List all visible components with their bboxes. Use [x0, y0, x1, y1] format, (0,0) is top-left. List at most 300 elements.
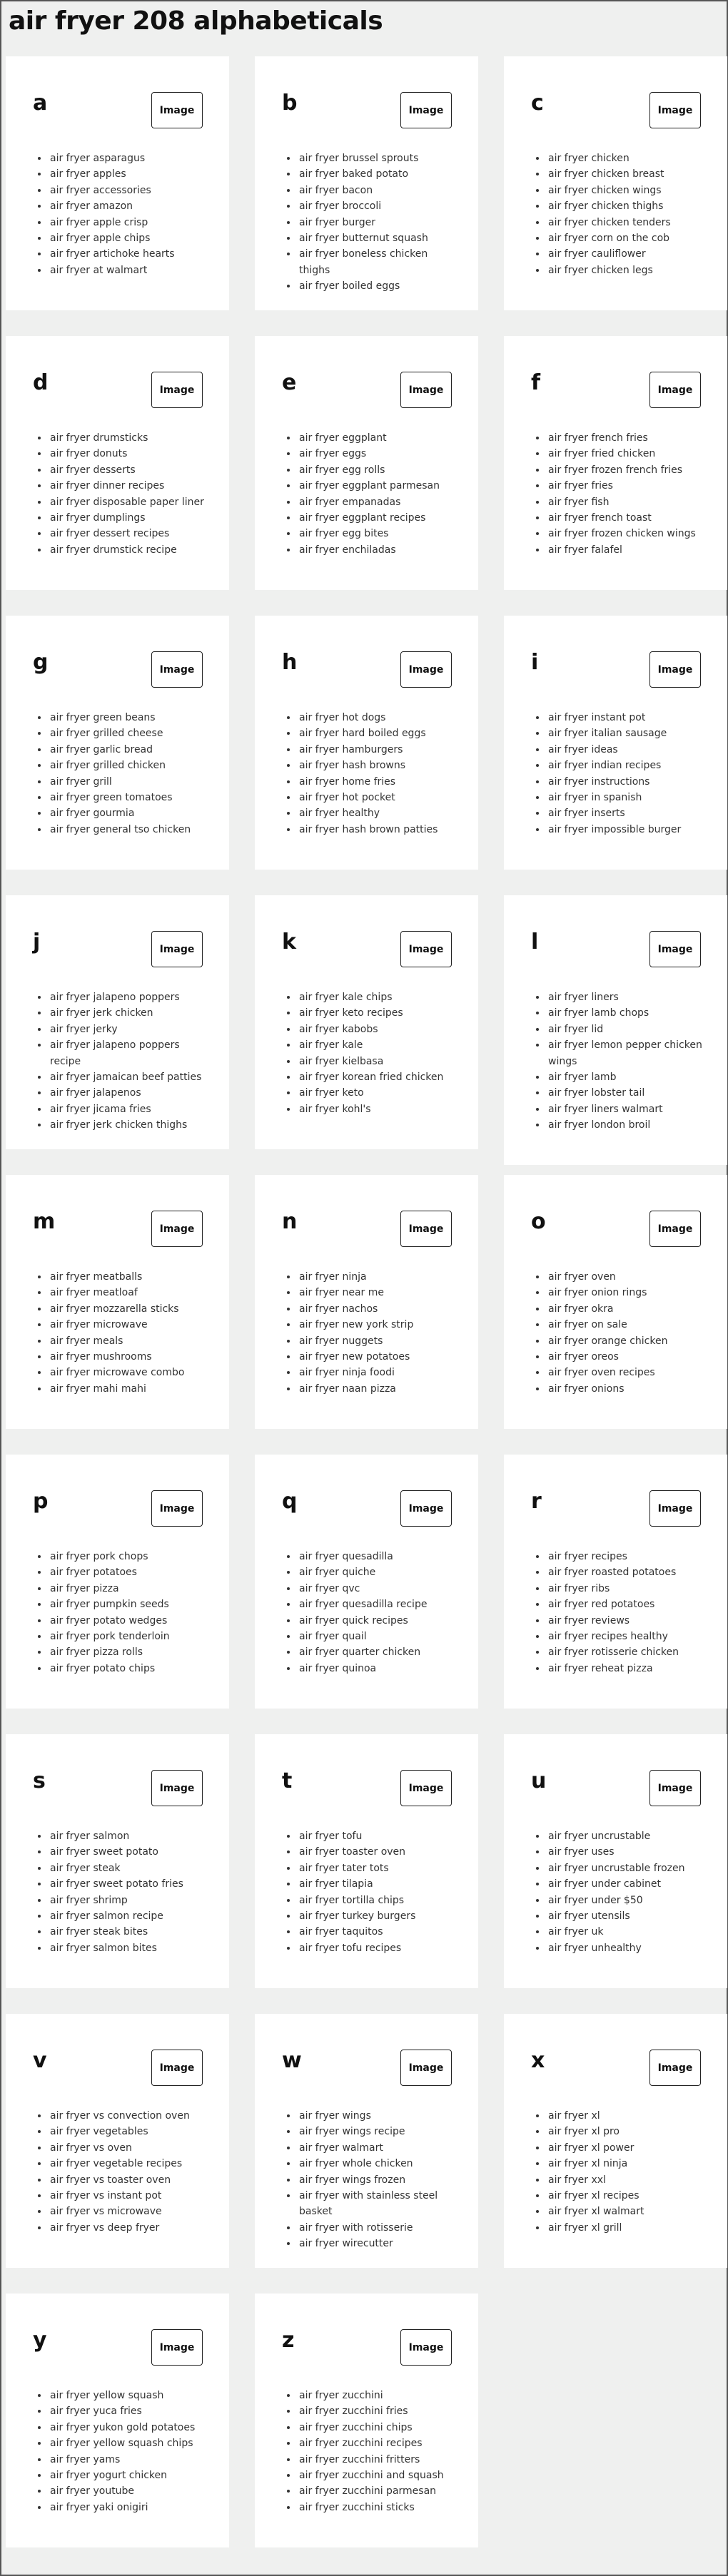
- image-button-m[interactable]: Image: [151, 1211, 203, 1247]
- suggestion-link[interactable]: air fryer disposable paper liner: [50, 496, 204, 508]
- suggestion-item: [49, 1269, 209, 1285]
- suggestion-link[interactable]: air fryer vegetable recipes: [50, 2158, 183, 2170]
- suggestion-link[interactable]: air fryer xxl: [548, 2174, 606, 2186]
- suggestion-link[interactable]: air fryer jalapenos: [50, 1087, 141, 1099]
- letter-card-o: [504, 1175, 727, 1429]
- suggestion-link[interactable]: air fryer liners: [548, 992, 619, 1003]
- suggestion-link[interactable]: air fryer jalapeno poppers recipe: [50, 1039, 180, 1067]
- suggestion-link[interactable]: air fryer wings frozen: [299, 2174, 406, 2186]
- suggestion-link[interactable]: air fryer wings recipe: [299, 2126, 405, 2138]
- suggestion-link[interactable]: air fryer amazon: [50, 200, 133, 213]
- suggestion-link[interactable]: air fryer quick recipes: [299, 1614, 408, 1626]
- suggestion-link[interactable]: air fryer jerky: [50, 1023, 118, 1035]
- suggestion-link[interactable]: air fryer salmon: [50, 1831, 130, 1842]
- suggestion-link[interactable]: air fryer orange chicken: [548, 1335, 668, 1347]
- suggestion-link[interactable]: air fryer yellow squash chips: [50, 2438, 193, 2450]
- suggestion-link[interactable]: air fryer chicken thighs: [548, 200, 664, 213]
- image-button-l[interactable]: Image: [649, 931, 701, 967]
- suggestion-link[interactable]: air fryer pizza: [50, 1582, 119, 1594]
- suggestion-link[interactable]: air fryer donuts: [50, 448, 128, 460]
- suggestion-link[interactable]: air fryer ninja: [299, 1271, 367, 1283]
- suggestion-link[interactable]: air fryer lamb chops: [548, 1007, 649, 1019]
- suggestion-link[interactable]: air fryer hard boiled eggs: [299, 728, 426, 740]
- suggestion-link[interactable]: air fryer utensils: [548, 1910, 630, 1923]
- suggestion-item: [49, 430, 209, 446]
- suggestion-link[interactable]: air fryer bacon: [299, 184, 373, 196]
- suggestion-link[interactable]: air fryer whole chicken: [299, 2158, 413, 2170]
- suggestion-link[interactable]: air fryer nachos: [299, 1303, 378, 1315]
- suggestion-item: [298, 198, 458, 214]
- suggestion-item: [49, 2403, 209, 2419]
- suggestion-link[interactable]: air fryer vs deep fryer: [50, 2221, 160, 2234]
- suggestion-link[interactable]: air fryer zucchini parmesan: [299, 2485, 437, 2498]
- suggestion-link[interactable]: air fryer onions: [548, 1383, 625, 1395]
- suggestion-link[interactable]: air fryer healthy: [299, 808, 380, 820]
- letter-heading: c: [531, 91, 544, 116]
- suggestion-link[interactable]: air fryer reviews: [548, 1614, 630, 1626]
- suggestion-link[interactable]: air fryer nuggets: [299, 1335, 383, 1347]
- suggestion-link[interactable]: air fryer walmart: [299, 2142, 383, 2154]
- suggestion-link[interactable]: air fryer microwave combo: [50, 1367, 185, 1379]
- suggestion-link[interactable]: air fryer pumpkin seeds: [50, 1599, 169, 1611]
- suggestion-link[interactable]: air fryer wings: [299, 2110, 371, 2122]
- suggestion-link[interactable]: air fryer pork chops: [50, 1551, 148, 1562]
- suggestion-link[interactable]: air fryer pork tenderloin: [50, 1631, 170, 1643]
- suggestion-link[interactable]: air fryer oreos: [548, 1351, 619, 1363]
- image-button-y[interactable]: Image: [151, 2329, 203, 2366]
- letter-card-b: [255, 56, 478, 310]
- suggestion-item: [298, 2468, 458, 2483]
- suggestion-link[interactable]: air fryer sweet potato fries: [50, 1878, 183, 1890]
- suggestion-item: [547, 710, 707, 726]
- suggestion-item: [49, 1101, 209, 1117]
- suggestion-item: [49, 2124, 209, 2139]
- suggestion-link[interactable]: air fryer london broil: [548, 1119, 651, 1131]
- suggestion-link[interactable]: air fryer salmon recipe: [50, 1910, 163, 1923]
- suggestion-link[interactable]: air fryer desserts: [50, 464, 136, 476]
- suggestion-link[interactable]: air fryer gourmia: [50, 808, 135, 820]
- suggestion-item: [298, 2236, 458, 2251]
- suggestion-link[interactable]: air fryer yuca fries: [50, 2406, 142, 2418]
- suggestion-link[interactable]: air fryer rotisserie chicken: [548, 1646, 679, 1659]
- image-button-r[interactable]: Image: [649, 1490, 701, 1527]
- suggestion-item: [298, 2140, 458, 2156]
- suggestion-link[interactable]: air fryer yogurt chicken: [50, 2470, 168, 2482]
- suggestion-link[interactable]: air fryer chicken tenders: [548, 216, 671, 228]
- suggestion-link[interactable]: air fryer at walmart: [50, 264, 148, 276]
- suggestion-link[interactable]: air fryer uk: [548, 1926, 604, 1938]
- suggestion-link[interactable]: air fryer vegetables: [50, 2126, 148, 2138]
- suggestion-item: [49, 1117, 209, 1133]
- suggestion-link[interactable]: air fryer zucchini sticks: [299, 2501, 415, 2513]
- suggestion-link[interactable]: air fryer hash browns: [299, 760, 406, 772]
- suggestion-link[interactable]: air fryer general tso chicken: [50, 823, 191, 835]
- suggestion-link[interactable]: air fryer grilled chicken: [50, 760, 166, 772]
- suggestion-link[interactable]: air fryer artichoke hearts: [50, 248, 175, 260]
- suggestion-link[interactable]: air fryer green tomatoes: [50, 792, 173, 804]
- suggestion-link[interactable]: air fryer xl recipes: [548, 2190, 639, 2202]
- suggestion-item: [547, 1597, 707, 1612]
- letter-card-e: [255, 336, 478, 590]
- suggestion-link[interactable]: air fryer uncrustable frozen: [548, 1862, 685, 1874]
- suggestion-link[interactable]: air fryer jalapeno poppers: [50, 992, 180, 1003]
- suggestion-item: [49, 542, 209, 558]
- suggestion-link[interactable]: air fryer hamburgers: [299, 743, 403, 755]
- suggestion-link[interactable]: air fryer instructions: [548, 775, 650, 788]
- suggestion-link[interactable]: air fryer lemon pepper chicken wings: [548, 1039, 702, 1067]
- image-button-j[interactable]: Image: [151, 931, 203, 967]
- suggestion-item: [298, 166, 458, 182]
- suggestion-item: [547, 1908, 707, 1924]
- suggestion-link[interactable]: air fryer kale chips: [299, 992, 393, 1003]
- suggestion-link[interactable]: air fryer tofu recipes: [299, 1942, 402, 1954]
- suggestion-link[interactable]: air fryer empanadas: [299, 496, 401, 508]
- suggestion-link[interactable]: air fryer meatballs: [50, 1271, 143, 1283]
- suggestion-link[interactable]: air fryer tilapia: [299, 1878, 373, 1890]
- suggestion-link[interactable]: air fryer recipes healthy: [548, 1631, 668, 1643]
- suggestion-link[interactable]: air fryer broccoli: [299, 200, 382, 213]
- suggestion-link[interactable]: air fryer qvc: [299, 1582, 360, 1594]
- suggestion-link[interactable]: air fryer jerk chicken: [50, 1007, 153, 1019]
- suggestion-link[interactable]: air fryer uses: [548, 1846, 615, 1858]
- suggestion-link[interactable]: air fryer oven recipes: [548, 1367, 655, 1379]
- suggestion-link[interactable]: air fryer keto recipes: [299, 1007, 403, 1019]
- suggestion-link[interactable]: air fryer instant pot: [548, 712, 646, 723]
- letter-heading: u: [531, 1768, 547, 1793]
- suggestion-item: [547, 726, 707, 741]
- suggestion-link[interactable]: air fryer jamaican beef patties: [50, 1071, 202, 1084]
- suggestion-link[interactable]: air fryer egg rolls: [299, 464, 385, 476]
- image-button-d[interactable]: Image: [151, 372, 203, 408]
- suggestion-link[interactable]: air fryer xl: [548, 2110, 600, 2122]
- suggestion-item: [298, 542, 458, 558]
- suggestion-link[interactable]: air fryer unhealthy: [548, 1942, 642, 1954]
- suggestion-item: [49, 1037, 209, 1069]
- suggestion-link[interactable]: air fryer ideas: [548, 743, 618, 755]
- suggestion-link[interactable]: air fryer xl pro: [548, 2126, 620, 2138]
- suggestion-link[interactable]: air fryer butternut squash: [299, 233, 428, 245]
- suggestion-item: [547, 1613, 707, 1629]
- suggestion-link[interactable]: air fryer fries: [548, 480, 613, 492]
- suggestion-link[interactable]: air fryer kale: [299, 1039, 363, 1052]
- suggestion-item: [298, 790, 458, 805]
- suggestion-link[interactable]: air fryer uncrustable: [548, 1831, 651, 1842]
- suggestion-link[interactable]: air fryer hot dogs: [299, 712, 386, 723]
- suggestion-link[interactable]: air fryer cauliflower: [548, 248, 646, 260]
- image-button-n[interactable]: Image: [400, 1211, 452, 1247]
- suggestion-link[interactable]: air fryer quesadilla: [299, 1551, 393, 1562]
- image-button-x[interactable]: Image: [649, 2050, 701, 2086]
- suggestion-link[interactable]: air fryer okra: [548, 1303, 614, 1315]
- letter-heading: y: [33, 2328, 47, 2353]
- suggestion-link[interactable]: air fryer lobster tail: [548, 1087, 645, 1099]
- suggestion-link[interactable]: air fryer egg bites: [299, 528, 389, 540]
- suggestion-list: [33, 2108, 209, 2236]
- suggestion-link[interactable]: air fryer falafel: [548, 544, 622, 556]
- suggestion-link[interactable]: air fryer quail: [299, 1631, 367, 1643]
- suggestion-link[interactable]: air fryer new potatoes: [299, 1351, 410, 1363]
- suggestion-link[interactable]: air fryer potatoes: [50, 1567, 137, 1579]
- suggestion-link[interactable]: air fryer under $50: [548, 1894, 643, 1906]
- suggestion-item: [49, 710, 209, 726]
- suggestion-link[interactable]: air fryer with stainless steel basket: [299, 2190, 438, 2218]
- suggestion-link[interactable]: air fryer vs microwave: [50, 2206, 162, 2218]
- suggestion-link[interactable]: air fryer brussel sprouts: [299, 153, 419, 164]
- image-button-e[interactable]: Image: [400, 372, 452, 408]
- suggestion-item: [547, 1333, 707, 1349]
- suggestion-link[interactable]: air fryer yaki onigiri: [50, 2501, 148, 2513]
- suggestion-link[interactable]: air fryer wirecutter: [299, 2238, 393, 2250]
- suggestion-item: [298, 1893, 458, 1908]
- suggestion-link[interactable]: air fryer tofu: [299, 1831, 363, 1842]
- letter-heading: h: [282, 650, 298, 675]
- suggestion-link[interactable]: air fryer potato chips: [50, 1662, 156, 1674]
- suggestion-link[interactable]: air fryer dessert recipes: [50, 528, 170, 540]
- suggestion-link[interactable]: air fryer garlic bread: [50, 743, 153, 755]
- suggestion-link[interactable]: air fryer near me: [299, 1287, 384, 1299]
- suggestion-link[interactable]: air fryer meatloaf: [50, 1287, 138, 1299]
- suggestion-link[interactable]: air fryer lamb: [548, 1071, 617, 1084]
- suggestion-link[interactable]: air fryer boiled eggs: [299, 280, 400, 292]
- suggestion-link[interactable]: air fryer zucchini recipes: [299, 2438, 423, 2450]
- suggestion-link[interactable]: air fryer eggs: [299, 448, 367, 460]
- suggestion-item: [547, 2188, 707, 2204]
- suggestion-link[interactable]: air fryer hot pocket: [299, 792, 395, 804]
- suggestion-list: [282, 710, 458, 838]
- suggestion-link[interactable]: air fryer salmon bites: [50, 1942, 157, 1954]
- suggestion-link[interactable]: air fryer youtube: [50, 2485, 135, 2498]
- suggestion-link[interactable]: air fryer zucchini fritters: [299, 2453, 420, 2465]
- suggestion-link[interactable]: air fryer kielbasa: [299, 1055, 384, 1067]
- suggestion-link[interactable]: air fryer eggplant parmesan: [299, 480, 440, 492]
- suggestion-link[interactable]: air fryer eggplant recipes: [299, 512, 426, 524]
- suggestion-link[interactable]: air fryer chicken: [548, 153, 630, 164]
- suggestion-link[interactable]: air fryer vs oven: [50, 2142, 132, 2154]
- image-button-o[interactable]: Image: [649, 1211, 701, 1247]
- suggestion-link[interactable]: air fryer oven: [548, 1271, 616, 1283]
- suggestion-link[interactable]: air fryer fried chicken: [548, 448, 656, 460]
- suggestion-link[interactable]: air fryer grilled cheese: [50, 728, 163, 740]
- suggestion-link[interactable]: air fryer xl power: [548, 2142, 635, 2154]
- suggestion-link[interactable]: air fryer inserts: [548, 808, 625, 820]
- suggestion-list: [531, 1828, 707, 1956]
- page-title: air fryer 208 alphabeticals: [9, 6, 383, 36]
- suggestion-link[interactable]: air fryer quesadilla recipe: [299, 1599, 428, 1611]
- suggestion-link[interactable]: air fryer keto: [299, 1087, 364, 1099]
- letter-card-v: [6, 2014, 229, 2268]
- suggestion-link[interactable]: air fryer zucchini fries: [299, 2406, 408, 2418]
- suggestion-link[interactable]: air fryer korean fried chicken: [299, 1071, 444, 1084]
- suggestion-link[interactable]: air fryer burger: [299, 216, 375, 228]
- suggestion-item: [298, 989, 458, 1005]
- image-button-g[interactable]: Image: [151, 651, 203, 688]
- image-button-k[interactable]: Image: [400, 931, 452, 967]
- suggestion-list: [33, 1549, 209, 1676]
- suggestion-link[interactable]: air fryer eggplant: [299, 432, 387, 444]
- suggestion-link[interactable]: air fryer lid: [548, 1023, 604, 1035]
- suggestion-link[interactable]: air fryer roasted potatoes: [548, 1567, 677, 1579]
- letter-card-c: [504, 56, 727, 310]
- suggestion-item: [547, 526, 707, 541]
- suggestion-link[interactable]: air fryer kabobs: [299, 1023, 378, 1035]
- suggestion-link[interactable]: air fryer apple chips: [50, 233, 151, 245]
- suggestion-link[interactable]: air fryer ninja foodi: [299, 1367, 395, 1379]
- suggestion-link[interactable]: air fryer taquitos: [299, 1926, 383, 1938]
- suggestion-link[interactable]: air fryer yellow squash: [50, 2390, 164, 2401]
- suggestion-link[interactable]: air fryer steak: [50, 1862, 121, 1874]
- suggestion-link[interactable]: air fryer accessories: [50, 184, 151, 196]
- image-button-c[interactable]: Image: [649, 92, 701, 128]
- suggestion-link[interactable]: air fryer tater tots: [299, 1862, 389, 1874]
- suggestion-item: [547, 462, 707, 478]
- suggestion-item: [298, 1908, 458, 1924]
- suggestion-link[interactable]: air fryer meals: [50, 1335, 123, 1347]
- suggestion-link[interactable]: air fryer under cabinet: [548, 1878, 661, 1890]
- suggestion-link[interactable]: air fryer pizza rolls: [50, 1646, 143, 1659]
- suggestion-link[interactable]: air fryer french toast: [548, 512, 652, 524]
- suggestion-item: [49, 1085, 209, 1101]
- image-button-z[interactable]: Image: [400, 2329, 452, 2366]
- image-button-t[interactable]: Image: [400, 1770, 452, 1806]
- suggestion-link[interactable]: air fryer enchiladas: [299, 544, 396, 556]
- suggestion-link[interactable]: air fryer chicken breast: [548, 168, 664, 180]
- suggestion-link[interactable]: air fryer on sale: [548, 1319, 627, 1331]
- suggestion-item: [547, 1924, 707, 1940]
- image-button-i[interactable]: Image: [649, 651, 701, 688]
- image-button-b[interactable]: Image: [400, 92, 452, 128]
- suggestion-link[interactable]: air fryer in spanish: [548, 792, 642, 804]
- suggestion-link[interactable]: air fryer naan pizza: [299, 1383, 396, 1395]
- suggestion-item: [547, 151, 707, 166]
- suggestion-link[interactable]: air fryer potato wedges: [50, 1614, 168, 1626]
- suggestion-item: [49, 742, 209, 758]
- suggestion-item: [298, 1022, 458, 1037]
- suggestion-item: [547, 1022, 707, 1037]
- suggestion-link[interactable]: air fryer red potatoes: [548, 1599, 655, 1611]
- suggestion-item: [298, 151, 458, 166]
- suggestion-link[interactable]: air fryer apples: [50, 168, 126, 180]
- suggestion-link[interactable]: air fryer new york strip: [299, 1319, 414, 1331]
- letter-card-m: [6, 1175, 229, 1429]
- suggestion-link[interactable]: air fryer mahi mahi: [50, 1383, 146, 1395]
- letter-heading: x: [531, 2048, 545, 2073]
- image-button-s[interactable]: Image: [151, 1770, 203, 1806]
- suggestion-link[interactable]: air fryer drumsticks: [50, 432, 148, 444]
- suggestion-link[interactable]: air fryer vs instant pot: [50, 2190, 162, 2202]
- suggestion-link[interactable]: air fryer asparagus: [50, 153, 146, 164]
- suggestion-item: [49, 246, 209, 262]
- suggestion-link[interactable]: air fryer vs convection oven: [50, 2110, 190, 2122]
- image-button-h[interactable]: Image: [400, 651, 452, 688]
- letter-card-q: [255, 1455, 478, 1709]
- suggestion-link[interactable]: air fryer hash brown patties: [299, 823, 438, 835]
- suggestion-link[interactable]: air fryer french fries: [548, 432, 648, 444]
- suggestion-link[interactable]: air fryer home fries: [299, 775, 396, 788]
- suggestion-item: [298, 526, 458, 541]
- suggestion-link[interactable]: air fryer mozzarella sticks: [50, 1303, 179, 1315]
- suggestion-link[interactable]: air fryer boneless chicken thighs: [299, 248, 428, 276]
- suggestion-link[interactable]: air fryer zucchini and squash: [299, 2470, 444, 2482]
- suggestion-link[interactable]: air fryer shrimp: [50, 1894, 128, 1906]
- suggestion-item: [547, 1844, 707, 1860]
- suggestion-link[interactable]: air fryer recipes: [548, 1551, 627, 1562]
- suggestion-link[interactable]: air fryer xl ninja: [548, 2158, 628, 2170]
- suggestion-item: [298, 2172, 458, 2188]
- letter-heading: b: [282, 91, 298, 116]
- image-button-p[interactable]: Image: [151, 1490, 203, 1527]
- suggestion-link[interactable]: air fryer with rotisserie: [299, 2221, 413, 2234]
- suggestion-item: [49, 2220, 209, 2236]
- suggestion-link[interactable]: air fryer zucchini: [299, 2390, 383, 2401]
- suggestion-item: [298, 1069, 458, 1085]
- suggestion-link[interactable]: air fryer indian recipes: [548, 760, 662, 772]
- suggestion-link[interactable]: air fryer dinner recipes: [50, 480, 165, 492]
- suggestion-item: [547, 2140, 707, 2156]
- suggestion-item: [49, 1661, 209, 1676]
- suggestion-item: [547, 198, 707, 214]
- suggestion-link[interactable]: air fryer quiche: [299, 1567, 376, 1579]
- suggestion-link[interactable]: air fryer yukon gold potatoes: [50, 2421, 196, 2433]
- suggestion-link[interactable]: air fryer vs toaster oven: [50, 2174, 171, 2186]
- suggestion-link[interactable]: air fryer chicken wings: [548, 184, 662, 196]
- suggestion-link[interactable]: air fryer apple crisp: [50, 216, 148, 228]
- suggestion-link[interactable]: air fryer dumplings: [50, 512, 146, 524]
- suggestion-link[interactable]: air fryer xl grill: [548, 2221, 622, 2234]
- suggestion-link[interactable]: air fryer microwave: [50, 1319, 148, 1331]
- letter-card-r: [504, 1455, 727, 1709]
- suggestion-link[interactable]: air fryer italian sausage: [548, 728, 667, 740]
- suggestion-link[interactable]: air fryer turkey burgers: [299, 1910, 416, 1923]
- image-button-f[interactable]: Image: [649, 372, 701, 408]
- suggestion-link[interactable]: air fryer xl walmart: [548, 2206, 644, 2218]
- suggestion-link[interactable]: air fryer impossible burger: [548, 823, 682, 835]
- suggestion-link[interactable]: air fryer frozen chicken wings: [548, 528, 696, 540]
- suggestion-link[interactable]: air fryer yams: [50, 2453, 121, 2465]
- suggestion-link[interactable]: air fryer grill: [50, 775, 112, 788]
- suggestion-link[interactable]: air fryer corn on the cob: [548, 233, 670, 245]
- suggestion-link[interactable]: air fryer steak bites: [50, 1926, 148, 1938]
- image-button-q[interactable]: Image: [400, 1490, 452, 1527]
- image-button-w[interactable]: Image: [400, 2050, 452, 2086]
- suggestion-link[interactable]: air fryer onion rings: [548, 1287, 647, 1299]
- image-button-u[interactable]: Image: [649, 1770, 701, 1806]
- suggestion-link[interactable]: air fryer drumstick recipe: [50, 544, 177, 556]
- suggestion-link[interactable]: air fryer chicken legs: [548, 264, 653, 276]
- suggestion-link[interactable]: air fryer green beans: [50, 712, 156, 723]
- suggestion-link[interactable]: air fryer jerk chicken thighs: [50, 1119, 188, 1131]
- suggestion-link[interactable]: air fryer mushrooms: [50, 1351, 152, 1363]
- suggestion-link[interactable]: air fryer liners walmart: [548, 1103, 663, 1115]
- suggestion-link[interactable]: air fryer fish: [548, 496, 610, 508]
- suggestion-link[interactable]: air fryer sweet potato: [50, 1846, 158, 1858]
- suggestion-link[interactable]: air fryer baked potato: [299, 168, 409, 180]
- suggestion-link[interactable]: air fryer quinoa: [299, 1662, 377, 1674]
- image-button-v[interactable]: Image: [151, 2050, 203, 2086]
- suggestion-link[interactable]: air fryer reheat pizza: [548, 1662, 653, 1674]
- suggestion-link[interactable]: air fryer toaster oven: [299, 1846, 406, 1858]
- suggestion-item: [298, 2435, 458, 2451]
- suggestion-link[interactable]: air fryer tortilla chips: [299, 1894, 405, 1906]
- suggestion-link[interactable]: air fryer jicama fries: [50, 1103, 151, 1115]
- suggestion-link[interactable]: air fryer ribs: [548, 1582, 610, 1594]
- suggestion-link[interactable]: air fryer quarter chicken: [299, 1646, 421, 1659]
- suggestion-link[interactable]: air fryer frozen french fries: [548, 464, 683, 476]
- suggestion-link[interactable]: air fryer zucchini chips: [299, 2421, 413, 2433]
- letter-heading: o: [531, 1209, 546, 1234]
- suggestion-link[interactable]: air fryer kohl's: [299, 1103, 371, 1115]
- letter-card-g: [6, 616, 229, 870]
- image-button-a[interactable]: Image: [151, 92, 203, 128]
